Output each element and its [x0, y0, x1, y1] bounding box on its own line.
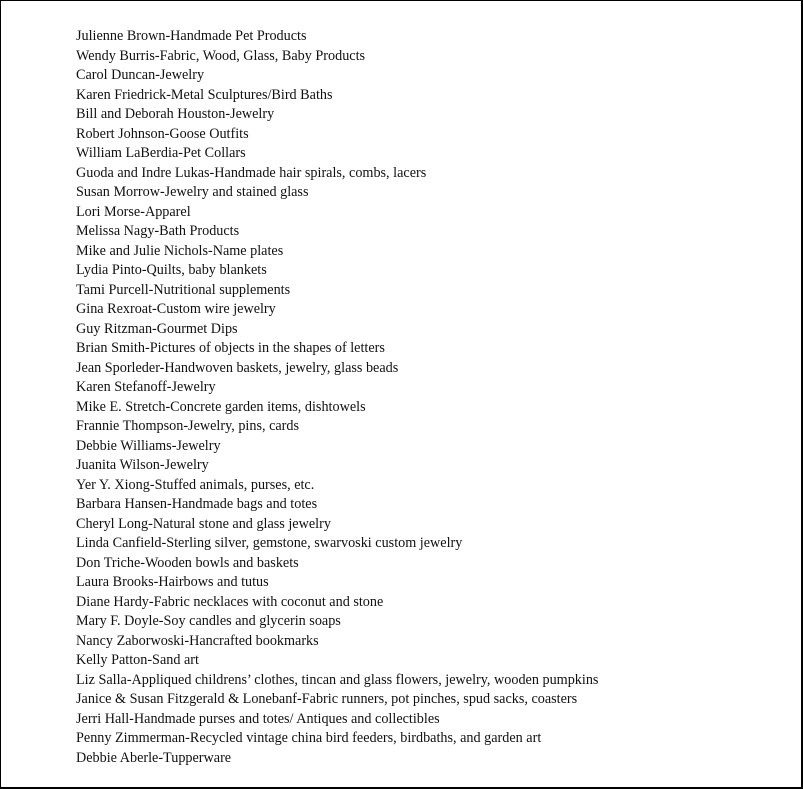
vendor-entry: Mike and Julie Nichols-Name plates — [76, 242, 284, 259]
vendor-entry: Debbie Aberle-Tupperware — [76, 749, 232, 766]
vendor-entry: Karen Friedrick-Metal Sculptures/Bird Baths — [76, 86, 333, 103]
vendor-entry: Jerri Hall-Handmade purses and totes/ Antiques and collectibles — [76, 710, 440, 727]
vendor-entry: Guoda and Indre Lukas-Handmade hair spirals, combs, lacers — [76, 164, 427, 181]
vendor-entry: Melissa Nagy-Bath Products — [76, 223, 240, 239]
vendor-entry: Mary F. Doyle-Soy candles and glycerin soaps — [76, 613, 341, 629]
vendor-entry: Lydia Pinto-Quilts, baby blankets — [76, 262, 267, 278]
vendor-entry: Tami Purcell-Nutritional supplements — [76, 281, 291, 298]
vendor-entry: Julienne Brown-Handmade Pet Products — [76, 28, 307, 44]
vendor-entry: Laura Brooks-Hairbows and tutus — [76, 574, 269, 590]
vendor-entry: Jean Sporleder-Handwoven baskets, jewelry, glass beads — [76, 359, 399, 376]
vendor-entry: Juanita Wilson-Jewelry — [76, 457, 209, 473]
vendor-entry: Liz Salla-Appliqued childrens’ clothes, tincan and glass flowers, jewelry, wooden pumpkins — [76, 671, 599, 688]
vendor-entry: William LaBerdia-Pet Collars — [76, 145, 246, 161]
vendor-entry: Don Triche-Wooden bowls and baskets — [76, 554, 299, 571]
vendor-entry: Cheryl Long-Natural stone and glass jewelry — [76, 515, 331, 532]
vendor-entry: Diane Hardy-Fabric necklaces with coconut and stone — [76, 593, 384, 610]
vendor-entry: Brian Smith-Pictures of objects in the shapes of letters — [76, 340, 385, 356]
vendor-entry: Mike E. Stretch-Concrete garden items, dishtowels — [76, 398, 366, 415]
vendor-entry: Frannie Thompson-Jewelry, pins, cards — [76, 418, 300, 434]
vendor-entry: Karen Stefanoff-Jewelry — [76, 379, 216, 395]
vendor-list — [76, 27, 598, 768]
vendor-entry: Janice & Susan Fitzgerald & Lonebanf-Fabric runners, pot pinches, spud sacks, coasters — [76, 691, 578, 707]
vendor-entry: Gina Rexroat-Custom wire jewelry — [76, 301, 276, 317]
vendor-entry: Yer Y. Xiong-Stuffed animals, purses, etc. — [76, 476, 315, 493]
vendor-entry: Linda Canfield-Sterling silver, gemstone, swarvoski custom jewelry — [76, 535, 463, 551]
vendor-entry: Nancy Zaborwoski-Hancrafted bookmarks — [76, 632, 319, 649]
vendor-entry: Bill and Deborah Houston-Jewelry — [76, 106, 275, 122]
vendor-entry: Kelly Patton-Sand art — [76, 652, 199, 668]
vendor-entry: Barbara Hansen-Handmade bags and totes — [76, 496, 318, 512]
vendor-entry: Lori Morse-Apparel — [76, 203, 191, 220]
vendor-entry: Robert Johnson-Goose Outfits — [76, 125, 249, 142]
vendor-entry: Penny Zimmerman-Recycled vintage china bird feeders, birdbaths, and garden art — [76, 730, 542, 746]
vendor-entry: Susan Morrow-Jewelry and stained glass — [76, 184, 309, 200]
vendor-entry: Carol Duncan-Jewelry — [76, 67, 205, 83]
vendor-entry: Wendy Burris-Fabric, Wood, Glass, Baby Products — [76, 47, 366, 64]
vendor-entry: Debbie Williams-Jewelry — [76, 437, 221, 454]
vendor-entry: Guy Ritzman-Gourmet Dips — [76, 320, 238, 337]
